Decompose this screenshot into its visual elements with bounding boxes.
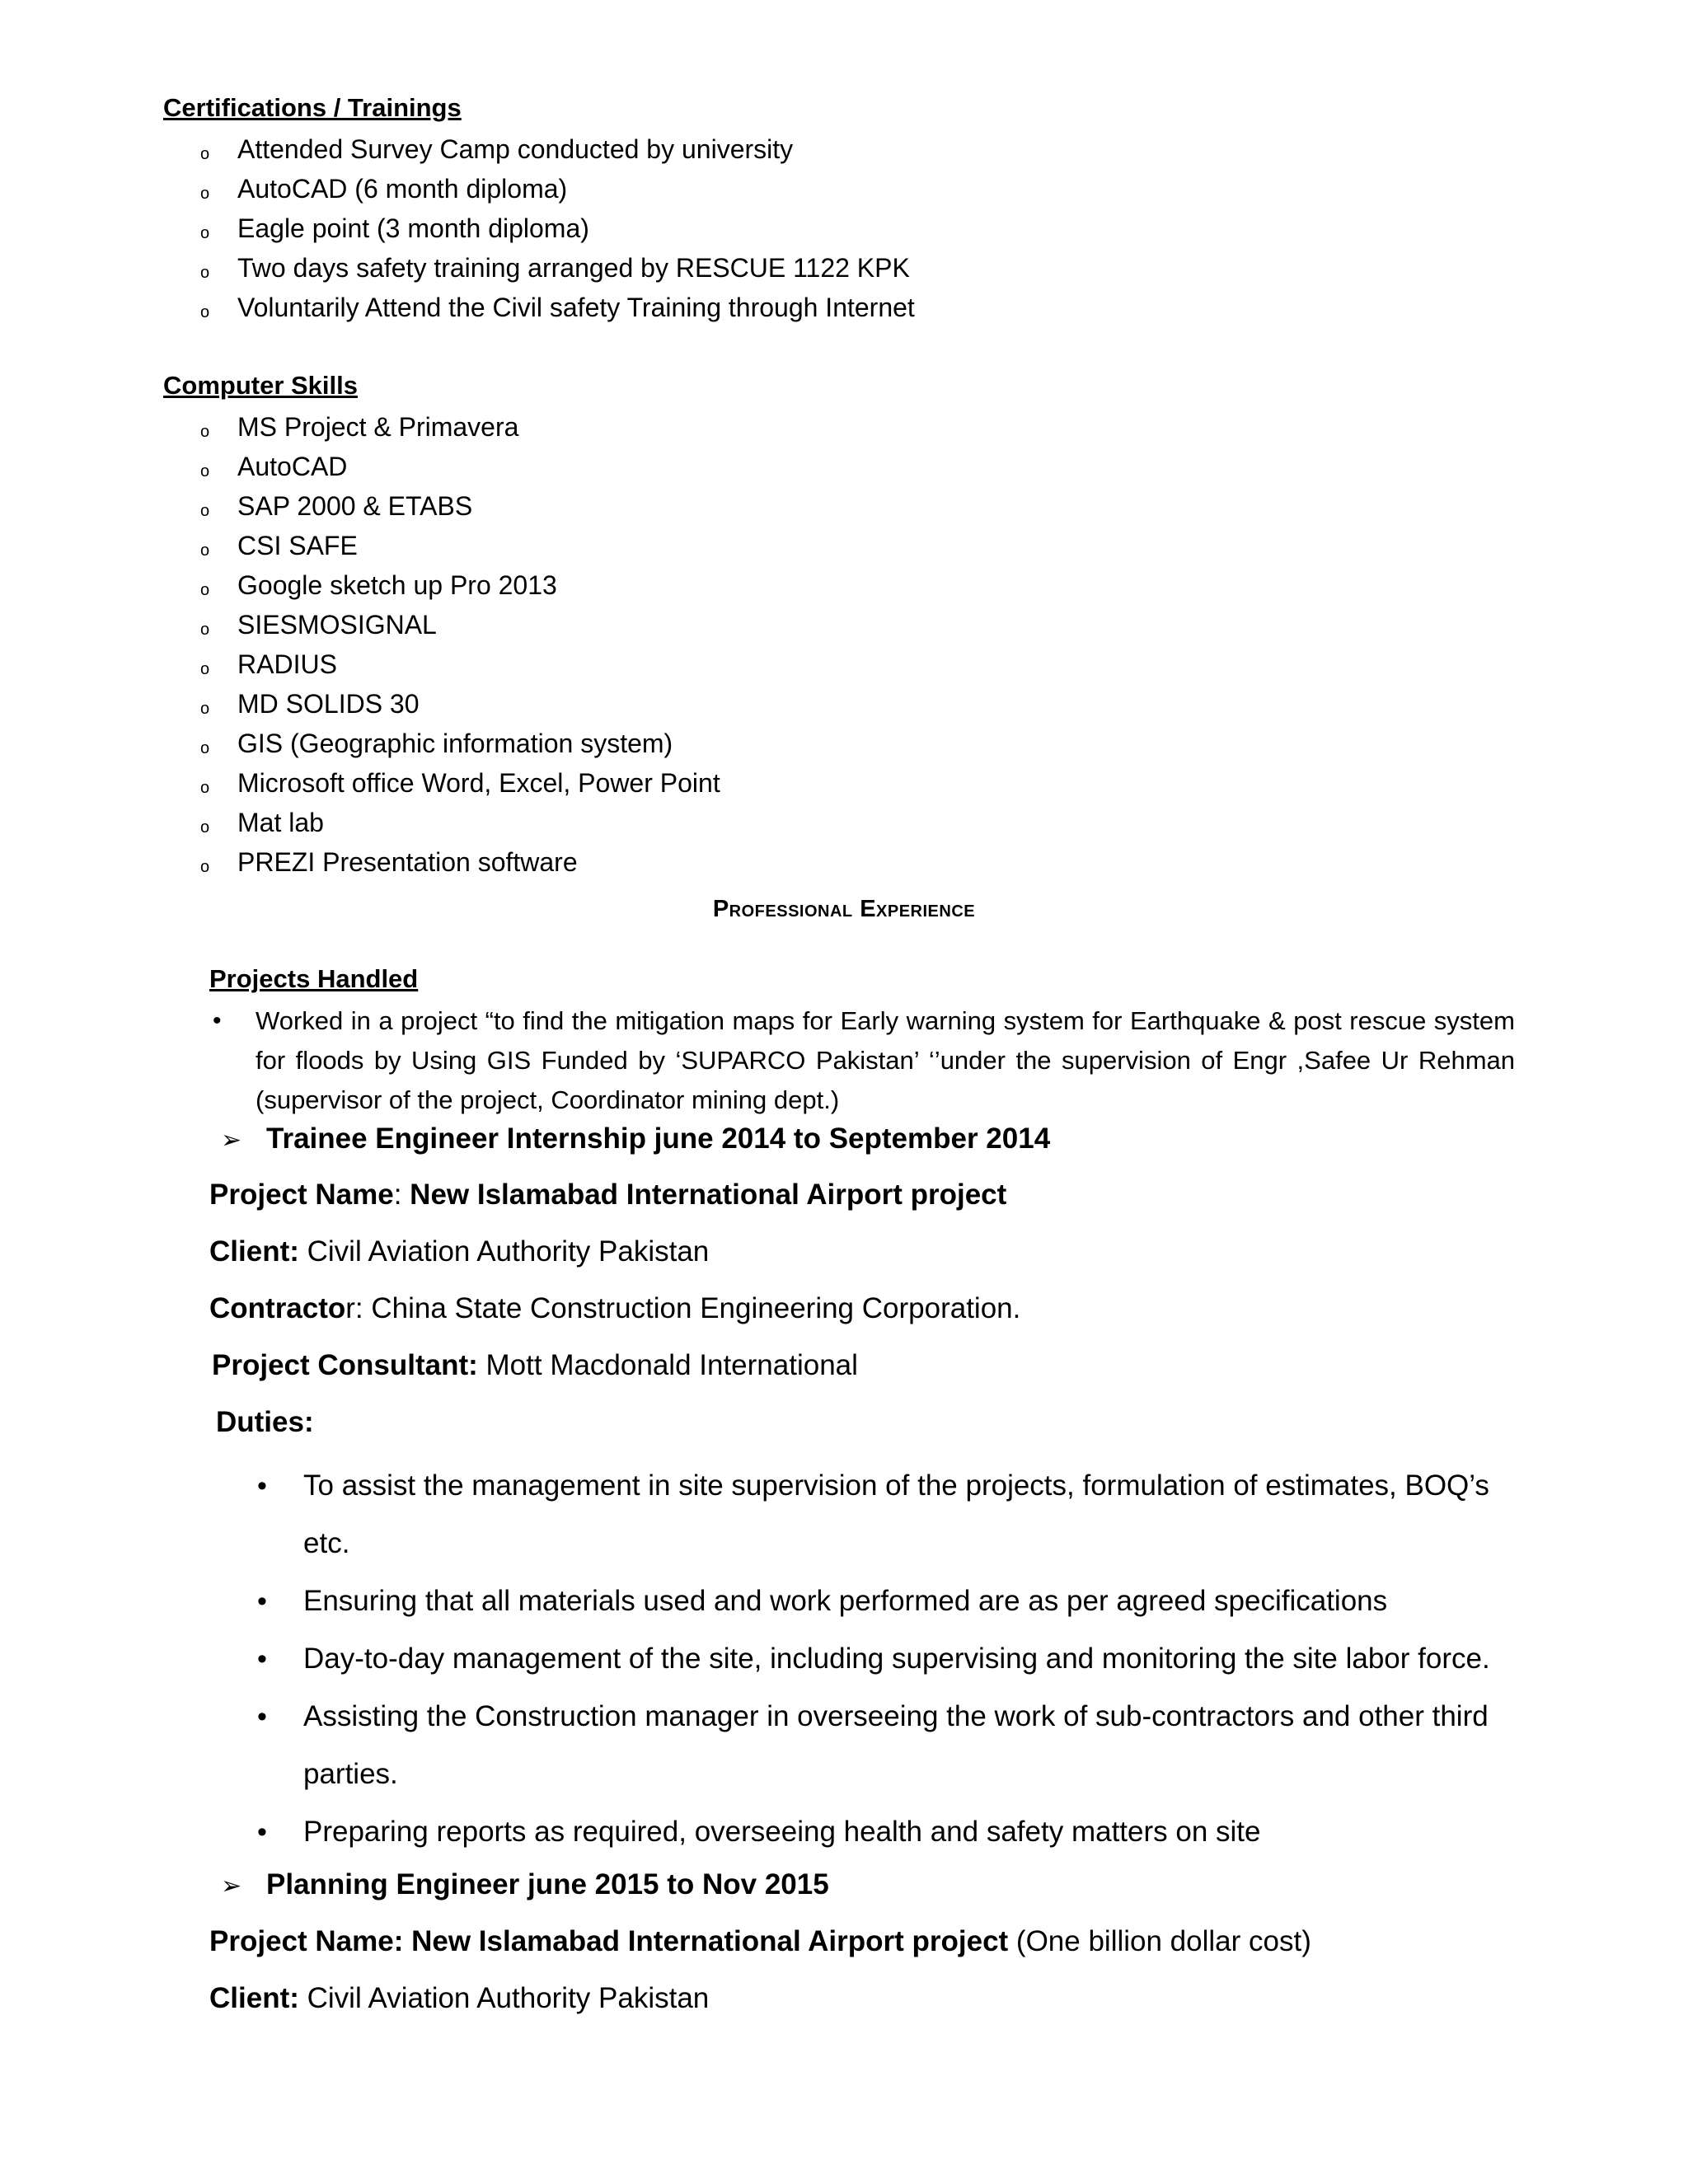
circle-bullet-icon: o (200, 858, 210, 876)
project-paragraph: • Worked in a project “to find the mitigation maps for Early warning system for Earthquake & post rescue system for floods by Using GIS Funded by ‘SUPARCO Pakistan’ ‘’under the supervision of Engr ,Safee Ur Rehman (supervisor of the project, Coordinator mining dept.) (213, 1001, 1515, 1125)
planning-client-line: Client: Civil Aviation Authority Pakistan (209, 1982, 710, 2014)
circle-bullet-icon: o (200, 581, 210, 599)
circle-bullet-icon: o (200, 462, 210, 480)
duty-item: • Assisting the Construction manager in overseeing the work of sub-contractors and other third parties. (257, 1688, 1510, 1803)
circle-bullet-icon: o (200, 621, 210, 639)
planning-project-name-line: Project Name: New Islamabad International Airport project (One billion dollar cost) (209, 1925, 1311, 1957)
circle-bullet-icon: o (200, 264, 210, 282)
projects-handled-heading: Projects Handled (209, 964, 419, 993)
consultant-line: Project Consultant: Mott Macdonald International (212, 1349, 858, 1381)
dot-bullet-icon: • (257, 1470, 267, 1502)
circle-bullet-icon: o (200, 502, 210, 520)
dot-bullet-icon: • (257, 1816, 267, 1848)
dot-bullet-icon: • (213, 1007, 222, 1034)
duties-label: Duties: (216, 1406, 314, 1438)
internship-title: ➢ Trainee Engineer Internship june 2014 to September 2014 (221, 1122, 1051, 1155)
dot-bullet-icon: • (257, 1643, 267, 1675)
circle-bullet-icon: o (200, 224, 210, 242)
planning-title: ➢ Planning Engineer june 2015 to Nov 2015 (221, 1868, 829, 1900)
project-name-line: Project Name: New Islamabad International Airport project (209, 1179, 1007, 1211)
client-line: Client: Civil Aviation Authority Pakistan (209, 1235, 710, 1268)
circle-bullet-icon: o (200, 660, 210, 678)
section-title: Professional Experience (712, 896, 976, 922)
resume-page: Certifications / Trainings o Attended Survey Camp conducted by university o AutoCAD (6 month diploma) o Eagle point (3 month diploma) o Two days safety training arranged by RESCUE 1122 KPK o Voluntarily Attend the Civil safety Training through Internet Computer Skills o MS Project & Primavera o AutoCAD o SAP 2000 & ETABS o CSI SAFE o Google sketch up Pro 2013 o SIESMOSIGNAL o RADIUS o MD SOLIDS 30 o GIS (Geographic information system) o Microsoft office Word, Excel, Power Point o Mat lab o PREZI Presentation software Professional Experience Projects Handled • Worked in a project “to find the mitigation maps for Early warning system for Earthquake & post rescue system for floods by Using GIS Funded by ‘SUPARCO Pakistan’ ‘’under the supervision of Engr ,Safee Ur Rehman (supervisor of the project, Coordinator mining dept.) ➢ Trainee Engineer Internship june 2014 to September 2014 Project Name: New Islamabad International Airport project Client: Civil Aviation Authority Pakistan Contractor: China State Construction Engineering Corporation. Project Consultant: Mott Macdonald International Duties: • To assist the management in site supervision of the projects, formulation of estimates, BOQ’s etc. • Ensuring that all materials used and work performed are as per agreed specifications • Day-to-day management of the site, including supervising and monitoring the site labor force. • Assisting the Construction manager in overseeing the work of sub-contractors and other third parties. • Preparing reports as required, overseeing health and safety matters on site ➢ Planning Engineer june 2015 to Nov 2015 Project Name: New Islamabad International Airport project (One billion dollar cost) Client: Civil Aviation Authority Pakistan (0, 0, 1688, 2184)
duty-item: • Ensuring that all materials used and work performed are as per agreed specifications (257, 1572, 1510, 1630)
duty-item: • Day-to-day management of the site, including supervising and monitoring the site labor force. (257, 1630, 1510, 1688)
circle-bullet-icon: o (200, 303, 210, 321)
dot-bullet-icon: • (257, 1701, 267, 1732)
circle-bullet-icon: o (200, 739, 210, 757)
duty-item: • Preparing reports as required, overseeing health and safety matters on site (257, 1803, 1510, 1861)
circle-bullet-icon: o (200, 145, 210, 163)
circle-bullet-icon: o (200, 423, 210, 441)
circle-bullet-icon: o (200, 779, 210, 797)
circle-bullet-icon: o (200, 185, 210, 203)
circle-bullet-icon: o (200, 700, 210, 718)
circle-bullet-icon: o (200, 818, 210, 837)
circle-bullet-icon: o (200, 541, 210, 560)
contractor-line: Contractor: China State Construction Engineering Corporation. (209, 1292, 1021, 1324)
dot-bullet-icon: • (257, 1586, 267, 1617)
arrow-bullet-icon: ➢ (221, 1127, 242, 1154)
certifications-heading: Certifications / Trainings (163, 93, 462, 122)
computer-skills-heading: Computer Skills (163, 371, 358, 400)
arrow-bullet-icon: ➢ (221, 1872, 242, 1900)
duty-item: • To assist the management in site supervision of the projects, formulation of estimates, BOQ’s etc. (257, 1457, 1510, 1572)
